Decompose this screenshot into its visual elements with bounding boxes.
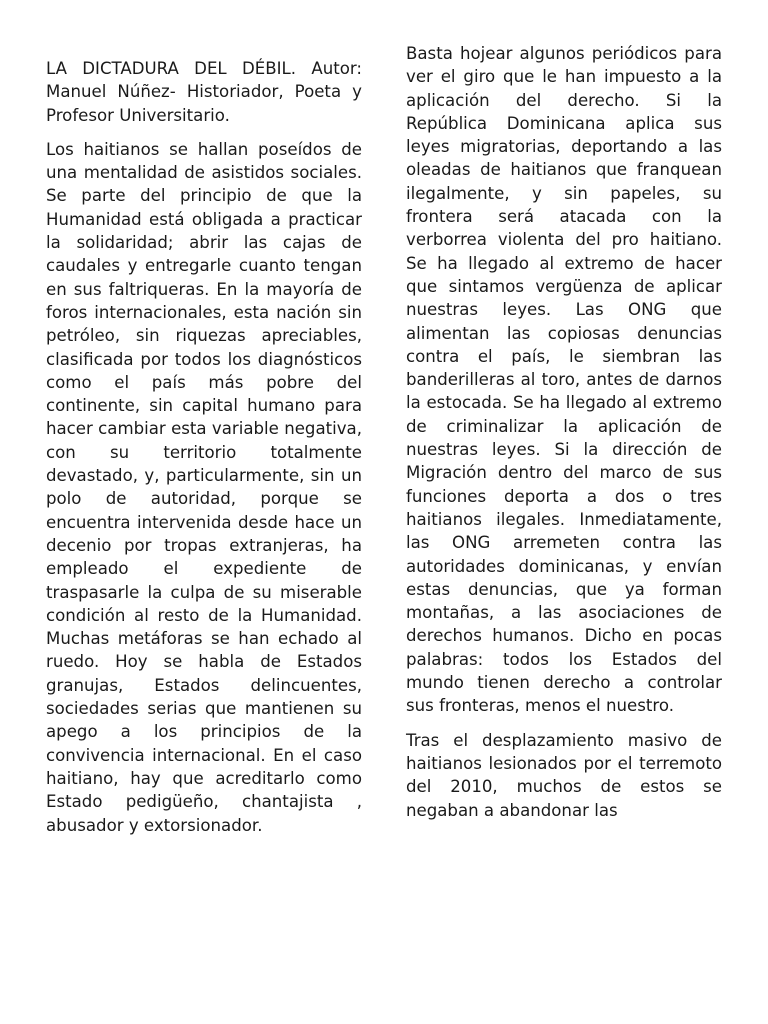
article-title: LA DICTADURA DEL DÉBIL. Autor: Manuel Núñez- Historiador, Poeta y Profesor Universitario. xyxy=(46,59,362,125)
paragraph: Basta hojear algunos periódicos para ver el giro que le han impuesto a la aplicación del derecho. Si la República Dominicana aplica sus leyes migratorias, deportando a las oleadas de haitianos que franquean ilegalmente, y sin papeles, su frontera será atacada con la verborrea violenta del pro haitiano. Se ha llegado al extremo de hacer que sintamos vergüenza de aplicar nuestras leyes. Las ONG que alimentan las copiosas denuncias contra el país, le siembran las banderilleras al toro, antes de darnos la estocada. Se ha llegado al extremo de criminalizar la aplicación de nuestras leyes. Si la dirección de Migración dentro del marco de sus funciones deporta a dos o tres haitianos ilegales. Inmediatamente, las ONG arremeten contra las autoridades dominicanas, y envían estas denuncias, que ya forman montañas, a las asociaciones de derechos humanos. Dicho en pocas palabras: todos los Estados del mundo tienen derecho a controlar sus fronteras, menos el nuestro. xyxy=(406,44,722,716)
paragraph: Los haitianos se hallan poseídos de una mentalidad de asistidos sociales. Se parte del principio de que la Humanidad está obligada a practicar la solidaridad; abrir las cajas de caudales y entregarle cuanto tengan en sus faltriqueras. En la mayoría de foros internacionales, esta nación sin petróleo, sin riquezas apreciables, clasificada por todos los diagnósticos como el país más pobre del continente, sin capital humano para hacer cambiar esta variable negativa, con su territorio totalmente devastado, y, particularmente, sin un polo de autoridad, porque se encuentra intervenida desde hace un decenio por tropas extranjeras, ha empleado el expediente de traspasarle la culpa de su miserable condición al resto de la Humanidad. Muchas metáforas se han echado al ruedo. Hoy se habla de Estados granujas, Estados delincuentes, sociedades serias que mantienen su apego a los principios de la convivencia internacional. En el caso haitiano, hay que acreditarlo como Estado pedigüeño, chantajista , abusador y extorsionador. xyxy=(46,139,362,835)
right-column xyxy=(406,42,722,833)
left-column xyxy=(46,57,362,848)
paragraph: Tras el desplazamiento masivo de haitianos lesionados por el terremoto del 2010, muchos de estos se negaban a abandonar las xyxy=(406,730,722,820)
